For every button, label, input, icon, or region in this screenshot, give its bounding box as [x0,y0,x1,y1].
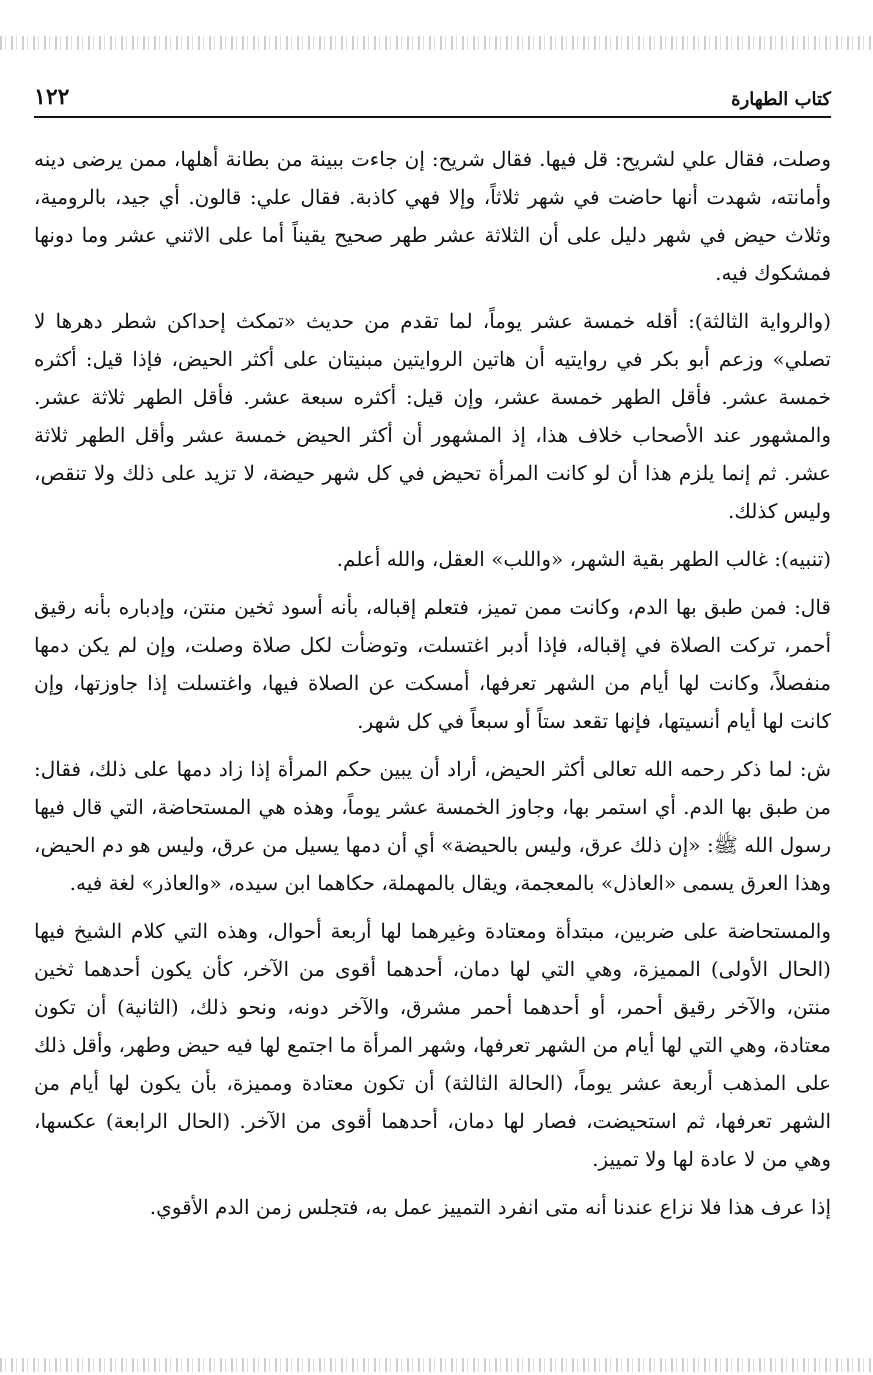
paragraph-6: والمستحاضة على ضربين، مبتدأة ومعتادة وغيرهما لها أربعة أحوال، وهذه التي كلام الشيخ فيها (الحال الأولى) المميزة، وهي التي لها دمان، أحدهما أقوى من الآخر، كأن يكون أحدهما ثخين منتن، والآخر رقيق أحمر، أو أحدهما أحمر مشرق، والآخر دونه، ونحو ذلك، (الثانية) أن تكون معتادة، وهي التي لها أيام من الشهر تعرفها، وشهر المرأة ما اجتمع لها فيه حيض وطهر، وأقل ذلك على المذهب أربعة عشر يوماً، (الحالة الثالثة) أن تكون معتادة ومميزة، بأن يكون لها أيام من الشهر تعرفها، ثم استحيضت، فصار لها دمان، أحدهما أقوى من الآخر. (الحال الرابعة) عكسها، وهي من لا عادة لها ولا تمييز. [34,919,832,1171]
paragraph-1: وصلت، فقال علي لشريح: قل فيها. فقال شريح: إن جاءت ببينة من بطانة أهلها، ممن يرضى دينه وأمانته، شهدت أنها حاضت في شهر ثلاثاً، وإلا فهي كاذبة. فقال علي: قالون. أي جيد، بالرومية، وثلاث حيض في شهر دليل على أن الثلاثة عشر طهر صحيح يقيناً أما على الاثني عشر وما دونها فمشكوك فيه. [34,147,831,285]
page-body [34,140,831,1236]
paragraph-5: ش: لما ذكر رحمه الله تعالى أكثر الحيض، أراد أن يبين حكم المرأة إذا زاد دمها على ذلك، فقال: من طبق بها الدم. أي استمر بها، وجاوز الخمسة عشر يوماً، وهذه هي المستحاضة، التي قال فيها رسول الله ﷺ: «إن ذلك عرق، وليس بالحيضة» أي أن دمها يسيل من عرق، وليس هو دم الحيض، وهذا العرق يسمى «العاذل» بالمعجمة، ويقال بالمهملة، حكاهما ابن سيده، «والعاذر» لغة فيه. [34,757,831,895]
page-header [34,78,831,118]
page-number: ١٢٢ [34,84,70,110]
book-title: كتاب الطهارة [731,89,831,110]
top-ornament-border [0,36,873,50]
paragraph-7: إذا عرف هذا فلا نزاع عندنا أنه متى انفرد التمييز عمل به، فتجلس زمن الدم الأقوي. [149,1195,831,1219]
paragraph-3: (تنبيه): غالب الطهر بقية الشهر، «واللب» العقل، والله أعلم. [336,547,831,571]
bottom-ornament-border [0,1358,873,1372]
paragraph-4: قال: فمن طبق بها الدم، وكانت ممن تميز، فتعلم إقباله، بأنه أسود ثخين منتن، وإدباره بأنه رقيق أحمر، تركت الصلاة في إقباله، فإذا أدبر اغتسلت، وتوضأت لكل صلاة وصلت، وإن لم يكن دمها منفصلاً، وكانت لها أيام من الشهر تعرفها، أمسكت عن الصلاة فيها، واغتسلت إذا جاوزتها، وإن كانت لها أيام أنسيتها، فإنها تقعد ستاً أو سبعاً في كل شهر. [34,595,831,733]
paragraph-2: (والرواية الثالثة): أقله خمسة عشر يوماً، لما تقدم من حديث «تمكث إحداكن شطر دهرها لا تصلي» وزعم أبو بكر في روايتيه أن هاتين الروايتين مبنيتان على أكثر الحيض، فإذا قيل: أكثره خمسة عشر. فأقل الطهر خمسة عشر، وإن قيل: أكثره سبعة عشر. فأقل الطهر ثلاثة عشر. والمشهور عند الأصحاب خلاف هذا، إذ المشهور أن أكثر الحيض خمسة عشر وأقل الطهر ثلاثة عشر. ثم إنما يلزم هذا أن لو كانت المرأة تحيض في كل شهر حيضة، لا تزيد على ذلك ولا تنقص، وليس كذلك. [34,309,831,523]
